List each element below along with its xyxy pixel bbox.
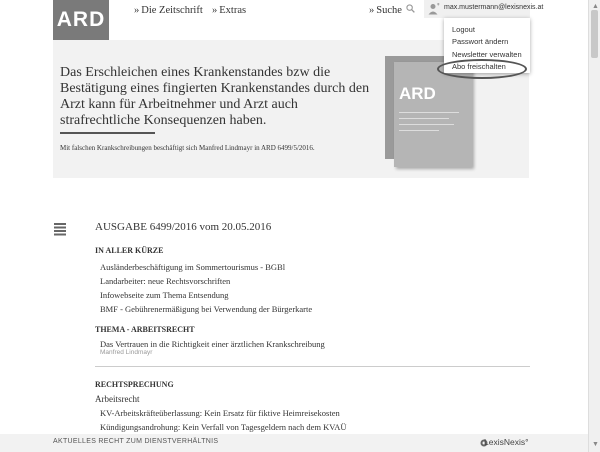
footer-tagline: AKTUELLES RECHT ZUM DIENSTVERHÄLTNIS: [53, 438, 219, 445]
cover-title: ARD: [399, 84, 436, 103]
search-label: Suche: [376, 5, 402, 16]
issue-title: AUSGABE 6499/2016 vom 20.05.2016: [95, 221, 272, 233]
nav-arrow: »: [212, 5, 218, 16]
article-link[interactable]: Kündigungsandrohung: Kein Verfall von Tagesgeldern nach dem KVAÜ: [100, 422, 347, 432]
menu-item-newsletter-verwalten[interactable]: Newsletter verwalten: [452, 50, 522, 59]
menu-item-abo-freischalten[interactable]: Abo freischalten: [452, 62, 506, 71]
nav-die-zeitschrift[interactable]: [134, 5, 203, 16]
hero-divider: [60, 132, 155, 134]
section-heading-rechtsprechung: RECHTSPRECHUNG: [95, 380, 174, 389]
nav-extras[interactable]: [212, 5, 246, 16]
section-heading-in-aller-kuerze: IN ALLER KÜRZE: [95, 246, 164, 255]
lexisnexis-logo[interactable]: LexisNexis°: [484, 437, 529, 447]
cover-line: [399, 118, 449, 119]
ard-logo[interactable]: ARD: [53, 0, 109, 40]
user-email: max.mustermann@lexisnexis.at: [444, 4, 544, 11]
user-icon: [428, 3, 440, 15]
article-link[interactable]: BMF - Gebührenermäßigung bei Verwendung der Bürgerkarte: [100, 304, 313, 314]
nav-arrow: »: [369, 5, 375, 16]
user-menu[interactable]: [424, 0, 544, 18]
search-icon[interactable]: [406, 4, 415, 13]
article-link[interactable]: Ausländerbeschäftigung im Sommertourismus - BGBl: [100, 262, 286, 272]
nav-label: Extras: [219, 5, 247, 16]
cover-line: [399, 112, 459, 113]
search-link[interactable]: [369, 5, 402, 16]
menu-item-passwort-aendern[interactable]: Passwort ändern: [452, 37, 509, 46]
layers-icon: [53, 222, 67, 236]
hero-headline: Das Erschleichen eines Krankenstandes bzw die Bestätigung eines fingierten Krankenstandes durch den Arzt kann für Arbeitnehmer und Arzt auch strafrechtliche Konsequenzen haben.: [60, 65, 370, 128]
article-link[interactable]: Infowebseite zum Thema Entsendung: [100, 290, 229, 300]
section-heading-thema-arbeitsrecht: THEMA - ARBEITSRECHT: [95, 325, 195, 334]
scroll-up-arrow-icon[interactable]: ▲: [592, 2, 599, 10]
hero-caption: Mit falschen Krankschreibungen beschäftigt sich Manfred Lindmayr in ARD 6499/5/2016.: [60, 144, 315, 152]
menu-item-logout[interactable]: Logout: [452, 25, 475, 34]
article-link[interactable]: Landarbeiter: neue Rechtsvorschriften: [100, 276, 231, 286]
scroll-down-arrow-icon[interactable]: ▼: [592, 440, 599, 448]
magazine-cover[interactable]: [394, 62, 472, 167]
nav-label: Die Zeitschrift: [141, 5, 203, 16]
section-divider: [95, 366, 530, 367]
user-dropdown-menu: [444, 18, 530, 73]
cover-line: [399, 130, 439, 131]
article-link[interactable]: KV-Arbeitskräfteüberlassung: Kein Ersatz für fiktive Heimreisekosten: [100, 408, 340, 418]
vertical-scrollbar[interactable]: [588, 0, 600, 452]
nav-arrow: »: [134, 5, 140, 16]
subsection-heading-arbeitsrecht: Arbeitsrecht: [95, 394, 140, 404]
article-link[interactable]: Das Vertrauen in die Richtigkeit einer ärztlichen Krankschreibung: [100, 339, 325, 349]
cover-line: [399, 124, 454, 125]
scroll-thumb[interactable]: [591, 10, 598, 58]
footer-bar: [0, 434, 588, 452]
article-author: Manfred Lindmayr: [100, 349, 153, 356]
